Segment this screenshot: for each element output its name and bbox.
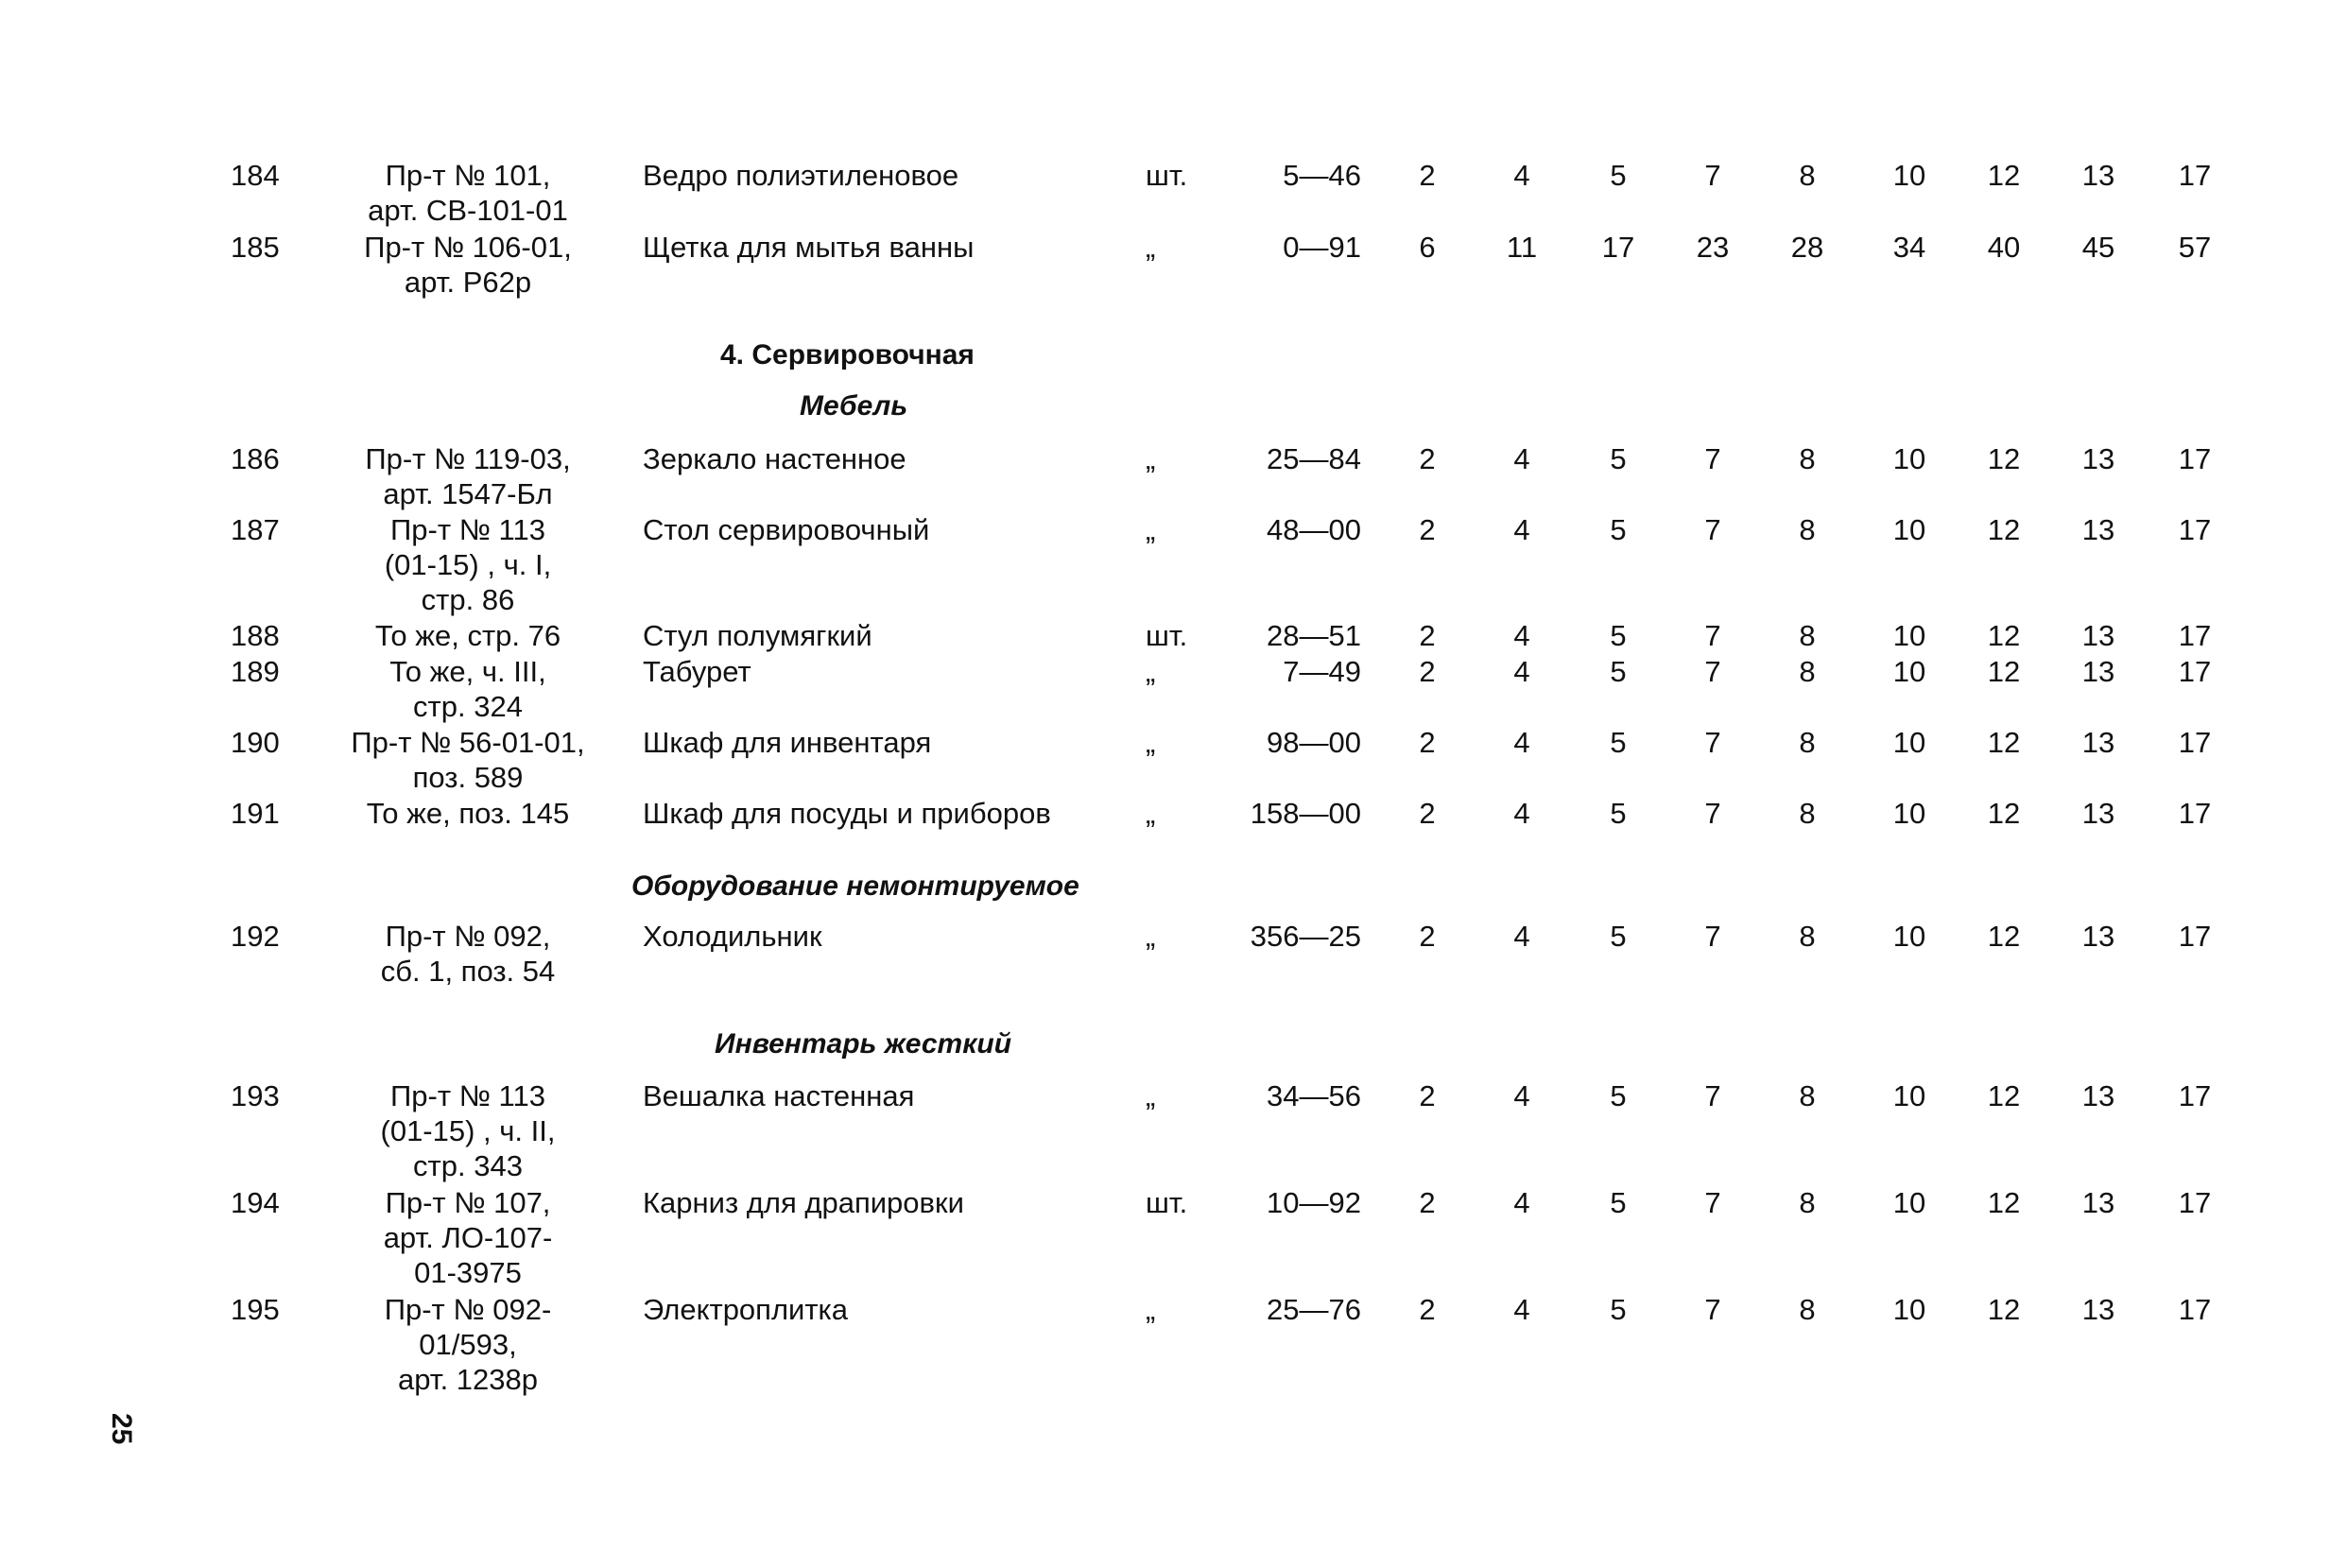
value-cell: 5	[1610, 442, 1627, 475]
value-cell: 40	[1987, 231, 2021, 264]
value-cell: 7	[1704, 513, 1721, 546]
catalog-reference-line: арт. СВ-101-01	[368, 194, 568, 227]
unit: „	[1146, 655, 1156, 688]
value-cell: 12	[1987, 1186, 2021, 1219]
value-cell: 17	[2178, 1293, 2212, 1326]
row-number: 187	[231, 513, 280, 546]
value-cell: 7	[1704, 797, 1721, 830]
value-cell: 17	[2178, 619, 2212, 652]
price: 34—56	[1267, 1079, 1361, 1112]
item-name: Шкаф для инвентаря	[643, 726, 932, 759]
catalog-reference-line: арт. 1547-Бл	[383, 477, 553, 510]
row-number: 185	[231, 231, 280, 264]
value-cell: 13	[2081, 619, 2115, 652]
catalog-reference-line: арт. 1238р	[398, 1363, 538, 1396]
value-cell: 10	[1892, 655, 1926, 688]
value-cell: 4	[1513, 513, 1530, 546]
value-cell: 17	[2178, 920, 2212, 953]
value-cell: 13	[2081, 920, 2115, 953]
value-cell: 8	[1799, 1079, 1816, 1112]
value-cell: 34	[1892, 231, 1926, 264]
item-name: Стол сервировочный	[643, 513, 930, 546]
catalog-reference-line: арт. Р62р	[404, 266, 532, 299]
catalog-reference	[331, 1292, 605, 1397]
price: 28—51	[1267, 619, 1361, 652]
value-cell: 7	[1704, 159, 1721, 192]
price: 98—00	[1267, 726, 1361, 759]
item-name: Электроплитка	[643, 1293, 849, 1326]
row-number: 195	[231, 1293, 280, 1326]
value-cell: 4	[1513, 1186, 1530, 1219]
value-cell: 7	[1704, 655, 1721, 688]
value-cell: 2	[1419, 159, 1436, 192]
value-cell: 10	[1892, 1293, 1926, 1326]
unit: шт.	[1146, 619, 1188, 652]
value-cell: 12	[1987, 655, 2021, 688]
value-cell: 17	[2178, 726, 2212, 759]
catalog-reference-line: Пр-т № 113	[390, 513, 545, 546]
value-cell: 12	[1987, 1079, 2021, 1112]
value-cell: 17	[2178, 442, 2212, 475]
value-cell: 4	[1513, 1079, 1530, 1112]
value-cell: 10	[1892, 159, 1926, 192]
row-number: 191	[231, 797, 280, 830]
value-cell: 4	[1513, 1293, 1530, 1326]
value-cell: 10	[1892, 1186, 1926, 1219]
value-cell: 13	[2081, 1293, 2115, 1326]
catalog-reference-line: То же, стр. 76	[374, 619, 561, 652]
catalog-reference-line: То же, поз. 145	[366, 797, 570, 830]
unit: „	[1146, 1293, 1156, 1326]
catalog-reference	[331, 725, 605, 795]
value-cell: 5	[1610, 1293, 1627, 1326]
value-cell: 5	[1610, 513, 1627, 546]
price: 158—00	[1250, 797, 1361, 830]
row-number: 188	[231, 619, 280, 652]
catalog-reference	[331, 919, 605, 989]
row-number: 184	[231, 159, 280, 192]
value-cell: 13	[2081, 1186, 2115, 1219]
catalog-reference	[331, 158, 605, 228]
unit: „	[1146, 920, 1156, 953]
row-number: 194	[231, 1186, 280, 1219]
catalog-reference-line: (01-15) , ч. I,	[384, 548, 552, 581]
value-cell: 12	[1987, 797, 2021, 830]
item-name: Стул полумягкий	[643, 619, 872, 652]
unit: „	[1146, 231, 1156, 264]
value-cell: 12	[1987, 442, 2021, 475]
value-cell: 4	[1513, 726, 1530, 759]
value-cell: 5	[1610, 726, 1627, 759]
value-cell: 4	[1513, 920, 1530, 953]
value-cell: 6	[1419, 231, 1436, 264]
price: 48—00	[1267, 513, 1361, 546]
unit: „	[1146, 797, 1156, 830]
catalog-reference-line: стр. 324	[413, 690, 523, 723]
value-cell: 17	[2178, 655, 2212, 688]
value-cell: 10	[1892, 797, 1926, 830]
value-cell: 8	[1799, 920, 1816, 953]
value-cell: 17	[1601, 231, 1635, 264]
subsection-inventory: Инвентарь жесткий	[715, 1028, 1012, 1060]
value-cell: 7	[1704, 1293, 1721, 1326]
value-cell: 12	[1987, 159, 2021, 192]
value-cell: 2	[1419, 1293, 1436, 1326]
value-cell: 4	[1513, 655, 1530, 688]
value-cell: 13	[2081, 513, 2115, 546]
value-cell: 12	[1987, 920, 2021, 953]
value-cell: 5	[1610, 619, 1627, 652]
catalog-reference-line: Пр-т № 113	[390, 1079, 545, 1112]
unit: шт.	[1146, 159, 1188, 192]
unit: „	[1146, 442, 1156, 475]
row-number: 189	[231, 655, 280, 688]
catalog-reference-line: (01-15) , ч. II,	[380, 1114, 556, 1147]
catalog-reference-line: арт. ЛО-107-	[383, 1221, 553, 1254]
value-cell: 10	[1892, 1079, 1926, 1112]
unit: „	[1146, 513, 1156, 546]
value-cell: 2	[1419, 1186, 1436, 1219]
catalog-reference	[331, 796, 605, 831]
value-cell: 10	[1892, 513, 1926, 546]
item-name: Ведро полиэтиленовое	[643, 159, 959, 192]
catalog-reference-line: Пр-т № 106-01,	[364, 231, 572, 264]
page-number: 25	[106, 1413, 137, 1445]
value-cell: 5	[1610, 655, 1627, 688]
item-name: Щетка для мытья ванны	[643, 231, 975, 264]
value-cell: 2	[1419, 797, 1436, 830]
value-cell: 8	[1799, 619, 1816, 652]
value-cell: 13	[2081, 797, 2115, 830]
value-cell: 4	[1513, 619, 1530, 652]
catalog-reference	[331, 230, 605, 300]
value-cell: 13	[2081, 655, 2115, 688]
price: 356—25	[1250, 920, 1361, 953]
catalog-reference-line: Пр-т № 092-	[384, 1293, 552, 1326]
catalog-reference	[331, 441, 605, 511]
value-cell: 17	[2178, 159, 2212, 192]
price: 25—84	[1267, 442, 1361, 475]
item-name: Зеркало настенное	[643, 442, 906, 475]
row-number: 192	[231, 920, 280, 953]
value-cell: 17	[2178, 1079, 2212, 1112]
subsection-equipment: Оборудование немонтируемое	[631, 870, 1079, 902]
value-cell: 5	[1610, 159, 1627, 192]
row-number: 186	[231, 442, 280, 475]
value-cell: 8	[1799, 159, 1816, 192]
value-cell: 12	[1987, 513, 2021, 546]
price: 25—76	[1267, 1293, 1361, 1326]
unit: „	[1146, 1079, 1156, 1112]
row-number: 193	[231, 1079, 280, 1112]
section-title-serving: 4. Сервировочная	[720, 339, 975, 370]
subsection-furniture: Мебель	[800, 390, 908, 422]
value-cell: 7	[1704, 1079, 1721, 1112]
value-cell: 5	[1610, 1079, 1627, 1112]
value-cell: 2	[1419, 920, 1436, 953]
value-cell: 2	[1419, 442, 1436, 475]
value-cell: 7	[1704, 442, 1721, 475]
catalog-reference	[331, 1185, 605, 1290]
value-cell: 17	[2178, 1186, 2212, 1219]
value-cell: 8	[1799, 655, 1816, 688]
catalog-reference-line: Пр-т № 092,	[385, 920, 551, 953]
value-cell: 5	[1610, 797, 1627, 830]
value-cell: 8	[1799, 1293, 1816, 1326]
value-cell: 2	[1419, 619, 1436, 652]
value-cell: 28	[1790, 231, 1824, 264]
value-cell: 2	[1419, 655, 1436, 688]
price: 5—46	[1283, 159, 1361, 192]
catalog-reference-line: Пр-т № 101,	[385, 159, 551, 192]
item-name: Табурет	[643, 655, 751, 688]
value-cell: 17	[2178, 797, 2212, 830]
item-name: Карниз для драпировки	[643, 1186, 964, 1219]
value-cell: 8	[1799, 442, 1816, 475]
value-cell: 57	[2178, 231, 2212, 264]
price: 7—49	[1283, 655, 1361, 688]
value-cell: 12	[1987, 726, 2021, 759]
catalog-reference-line: Пр-т № 56-01-01,	[351, 726, 585, 759]
value-cell: 13	[2081, 442, 2115, 475]
unit: „	[1146, 726, 1156, 759]
value-cell: 2	[1419, 726, 1436, 759]
catalog-reference-line: стр. 86	[421, 583, 515, 616]
catalog-reference-line: То же, ч. III,	[389, 655, 546, 688]
value-cell: 7	[1704, 619, 1721, 652]
value-cell: 7	[1704, 726, 1721, 759]
catalog-reference	[331, 618, 605, 653]
catalog-reference-line: стр. 343	[413, 1149, 523, 1182]
item-name: Вешалка настенная	[643, 1079, 915, 1112]
value-cell: 2	[1419, 1079, 1436, 1112]
value-cell: 10	[1892, 619, 1926, 652]
value-cell: 17	[2178, 513, 2212, 546]
value-cell: 23	[1696, 231, 1730, 264]
value-cell: 2	[1419, 513, 1436, 546]
value-cell: 4	[1513, 159, 1530, 192]
value-cell: 8	[1799, 1186, 1816, 1219]
value-cell: 12	[1987, 1293, 2021, 1326]
value-cell: 8	[1799, 797, 1816, 830]
catalog-reference-line: Пр-т № 107,	[385, 1186, 551, 1219]
value-cell: 13	[2081, 1079, 2115, 1112]
catalog-reference-line: 01/593,	[419, 1328, 517, 1361]
value-cell: 11	[1506, 231, 1538, 264]
row-number: 190	[231, 726, 280, 759]
catalog-reference	[331, 1078, 605, 1183]
item-name: Шкаф для посуды и приборов	[643, 797, 1051, 830]
value-cell: 5	[1610, 920, 1627, 953]
catalog-reference-line: Пр-т № 119-03,	[365, 442, 571, 475]
catalog-reference	[331, 654, 605, 724]
catalog-reference-line: поз. 589	[412, 761, 524, 794]
price: 10—92	[1267, 1186, 1361, 1219]
value-cell: 13	[2081, 726, 2115, 759]
value-cell: 10	[1892, 920, 1926, 953]
catalog-reference-line: 01-3975	[414, 1256, 522, 1289]
value-cell: 4	[1513, 797, 1530, 830]
value-cell: 13	[2081, 159, 2115, 192]
catalog-reference-line: сб. 1, поз. 54	[380, 955, 556, 988]
value-cell: 8	[1799, 726, 1816, 759]
unit: шт.	[1146, 1186, 1188, 1219]
value-cell: 4	[1513, 442, 1530, 475]
value-cell: 5	[1610, 1186, 1627, 1219]
value-cell: 45	[2081, 231, 2115, 264]
value-cell: 7	[1704, 1186, 1721, 1219]
value-cell: 7	[1704, 920, 1721, 953]
value-cell: 8	[1799, 513, 1816, 546]
value-cell: 12	[1987, 619, 2021, 652]
price: 0—91	[1283, 231, 1361, 264]
item-name: Холодильник	[643, 920, 822, 953]
value-cell: 10	[1892, 442, 1926, 475]
value-cell: 10	[1892, 726, 1926, 759]
catalog-reference	[331, 512, 605, 617]
